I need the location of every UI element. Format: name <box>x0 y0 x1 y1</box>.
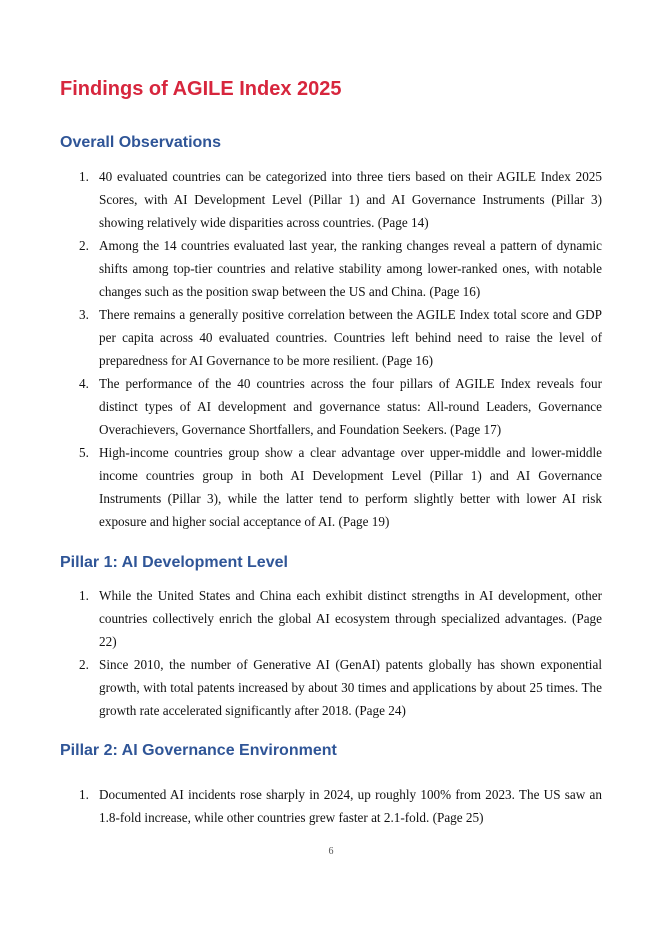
list-number: 3. <box>79 307 89 322</box>
list-item <box>60 441 602 533</box>
section-heading-pillar-2: Pillar 2: AI Governance Environment <box>60 742 337 759</box>
list-number: 2. <box>79 657 89 672</box>
page-number: 6 <box>328 846 334 857</box>
list-number: 2. <box>79 238 89 253</box>
list-number: 5. <box>79 445 89 460</box>
list-item <box>60 303 602 372</box>
list-item <box>60 584 602 653</box>
section-heading-overall-observations: Overall Observations <box>60 134 221 151</box>
findings-list-overall <box>60 165 602 533</box>
findings-list-pillar-1 <box>60 584 602 722</box>
list-item <box>60 234 602 303</box>
list-item <box>60 783 602 829</box>
list-item-text: High-income countries group show a clear advantage over upper-middle and lower-middle income countries group in both AI Development Level (Pillar 1) and AI Governance Instruments (Pillar 3), while the latter tend to perform slightly better with lower AI risk exposure and higher social acceptance of AI. (Page 19) <box>99 445 602 529</box>
findings-list-pillar-2 <box>60 783 602 829</box>
page-title: Findings of AGILE Index 2025 <box>60 78 342 100</box>
list-item-text: Since 2010, the number of Generative AI (GenAI) patents globally has shown exponential growth, with total patents increased by about 30 times and applications by about 25 times. The growth rate accelerated significantly after 2018. (Page 24) <box>99 657 602 718</box>
list-item-text: Among the 14 countries evaluated last year, the ranking changes reveal a pattern of dynamic shifts among top-tier countries and relative stability among lower-ranked ones, with notable changes such as the position swap between the US and China. (Page 16) <box>99 238 602 299</box>
list-item-text: Documented AI incidents rose sharply in 2024, up roughly 100% from 2023. The US saw an 1.8-fold increase, while other countries grew faster at 2.1-fold. (Page 25) <box>99 787 602 825</box>
list-number: 1. <box>79 787 89 802</box>
list-item-text: While the United States and China each exhibit distinct strengths in AI development, other countries collectively enrich the global AI ecosystem through specialized advantages. (Page 22) <box>99 588 602 649</box>
list-item <box>60 372 602 441</box>
list-number: 1. <box>79 169 89 184</box>
list-number: 1. <box>79 588 89 603</box>
list-item-text: 40 evaluated countries can be categorized into three tiers based on their AGILE Index 2025 Scores, with AI Development Level (Pillar 1) and AI Governance Instruments (Pillar 3) showing relatively wide disparities across countries. (Page 14) <box>99 169 602 230</box>
section-heading-pillar-1: Pillar 1: AI Development Level <box>60 554 288 571</box>
list-item <box>60 165 602 234</box>
list-item-text: There remains a generally positive correlation between the AGILE Index total score and GDP per capita across 40 evaluated countries. Countries left behind need to raise the level of preparedness for AI Governance to be more resilient. (Page 16) <box>99 307 602 368</box>
list-number: 4. <box>79 376 89 391</box>
list-item-text: The performance of the 40 countries across the four pillars of AGILE Index reveals four distinct types of AI development and governance status: All-round Leaders, Governance Overachievers, Governance Shortfallers, and Foundation Seekers. (Page 17) <box>99 376 602 437</box>
list-item <box>60 653 602 722</box>
